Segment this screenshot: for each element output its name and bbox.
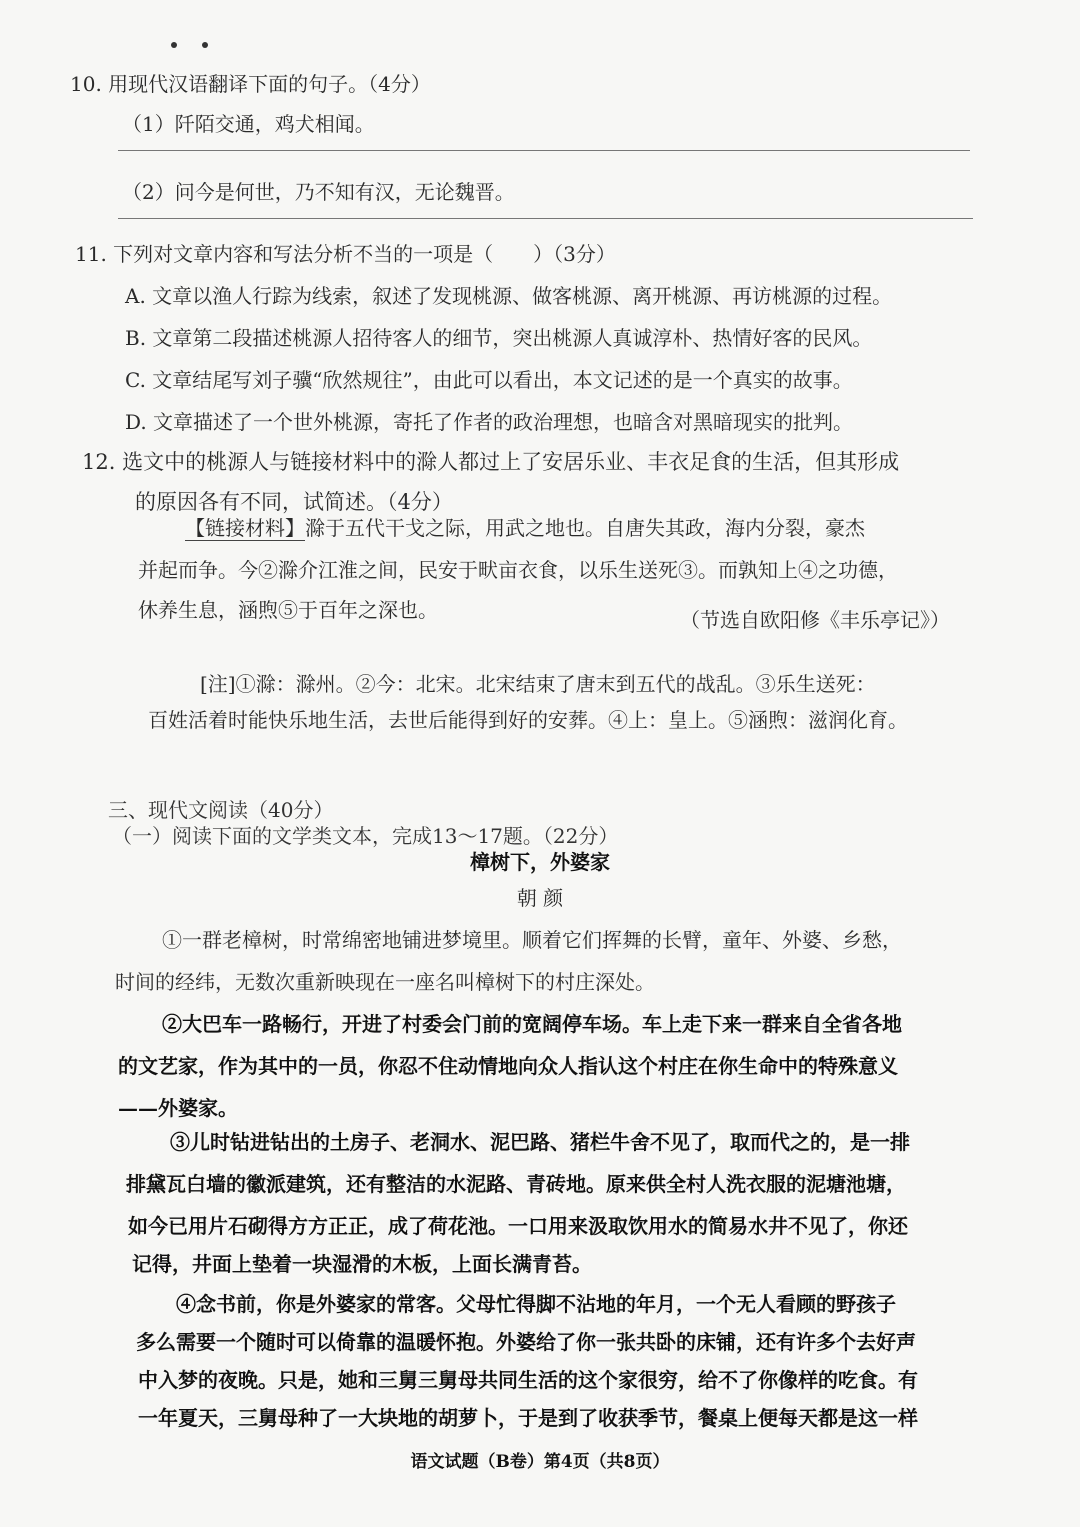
paragraph-2-line-1: ②大巴车一路畅行，开进了村委会门前的宽阔停车场。车上走下来一群来自全省各地 bbox=[162, 1012, 902, 1036]
paragraph-4-line-4: 一年夏天，三舅母种了一大块地的胡萝卜，于是到了收获季节，餐桌上便每天都是这一样 bbox=[138, 1406, 918, 1430]
paragraph-4-line-3: 中入梦的夜晚。只是，她和三舅三舅母共同生活的这个家很穷，给不了你像样的吃食。有 bbox=[138, 1368, 918, 1392]
article-author: 朝 颜 bbox=[516, 886, 564, 910]
q11-option-d: D. 文章描述了一个世外桃源，寄托了作者的政治理想，也暗含对黑暗现实的批判。 bbox=[125, 410, 854, 434]
q12-line-2: 的原因各有不同，试简述。（4分） bbox=[135, 490, 453, 514]
paragraph-2-line-2: 的文艺家，作为其中的一员，你忍不住动情地向众人指认这个村庄在你生命中的特殊意义 bbox=[118, 1054, 898, 1078]
material-text: 滁于五代干戈之际，用武之地也。自唐失其政，海内分裂，豪杰 bbox=[305, 516, 865, 540]
paragraph-4-line-2: 多么需要一个随时可以倚靠的温暖怀抱。外婆给了你一张共卧的床铺，还有许多个去好声 bbox=[136, 1330, 916, 1354]
q11-option-a: A. 文章以渔人行踪为线索，叙述了发现桃源、做客桃源、离开桃源、再访桃源的过程。 bbox=[125, 284, 893, 308]
paragraph-1-line-1: ①一群老樟树，时常绵密地铺进梦境里。顺着它们挥舞的长臂，童年、外婆、乡愁， bbox=[162, 928, 902, 952]
q10-sentence-2: （2）问今是何世，乃不知有汉，无论魏晋。 bbox=[122, 180, 515, 204]
q12-line-1: 12. 选文中的桃源人与链接材料中的滁人都过上了安居乐业、丰衣足食的生活，但其形成 bbox=[82, 450, 900, 474]
q10-sentence-1: （1）阡陌交通，鸡犬相闻。 bbox=[122, 112, 375, 136]
paragraph-1-line-2: 时间的经纬，无数次重新映现在一座名叫樟树下的村庄深处。 bbox=[115, 970, 655, 994]
paragraph-3-line-3: 如今已用片石砌得方方正正，成了荷花池。一口用来汲取饮用水的简易水井不见了，你还 bbox=[128, 1214, 908, 1238]
paragraph-2-line-3: ——外婆家。 bbox=[118, 1096, 238, 1120]
section-3-subheading: （一）阅读下面的文学类文本，完成13～17题。（22分） bbox=[112, 824, 619, 848]
paragraph-3-line-2: 排黛瓦白墙的徽派建筑，还有整洁的水泥路、青砖地。原来供全村人洗衣服的泥塘池塘， bbox=[126, 1172, 906, 1196]
answer-line bbox=[118, 218, 973, 219]
paragraph-3-line-4: 记得，井面上垫着一块湿滑的木板，上面长满青苔。 bbox=[132, 1252, 592, 1276]
paragraph-4-line-1: ④念书前，你是外婆家的常客。父母忙得脚不沾地的年月，一个无人看顾的野孩子 bbox=[176, 1292, 896, 1316]
page-footer: 语文试题（B卷）第4页（共8页） bbox=[410, 1452, 670, 1472]
emphasis-dot bbox=[202, 42, 208, 48]
answer-line bbox=[118, 150, 970, 151]
emphasis-dot bbox=[171, 42, 177, 48]
paragraph-3-line-1: ③儿时钻进钻出的土房子、老洞水、泥巴路、猪栏牛舍不见了，取而代之的，是一排 bbox=[170, 1130, 910, 1154]
q12-note-2: 百姓活着时能快乐地生活，去世后能得到好的安葬。④上：皇上。⑤涵煦：滋润化育。 bbox=[148, 708, 908, 732]
q11-option-c: C. 文章结尾写刘子骥“欣然规往”，由此可以看出，本文记述的是一个真实的故事。 bbox=[125, 368, 853, 392]
q12-source: （节选自欧阳修《丰乐亭记》） bbox=[680, 608, 950, 632]
q11-title: 11. 下列对文章内容和写法分析不当的一项是（ ）（3分） bbox=[75, 242, 616, 266]
section-3-heading: 三、现代文阅读（40分） bbox=[108, 798, 334, 822]
q12-material-line-2: 并起而争。今②滁介江淮之间，民安于畎亩衣食，以乐生送死③。而孰知上④之功德， bbox=[138, 558, 898, 582]
q12-note-1: [注]①滁：滁州。②今：北宋。北宋结束了唐末到五代的战乱。③乐生送死： bbox=[200, 672, 876, 696]
q12-material-line-1 bbox=[185, 514, 865, 542]
q12-material-line-3: 休养生息，涵煦⑤于百年之深也。 bbox=[138, 598, 438, 622]
q11-option-b: B. 文章第二段描述桃源人招待客人的细节，突出桃源人真诚淳朴、热情好客的民风。 bbox=[125, 326, 873, 350]
q10-title: 10. 用现代汉语翻译下面的句子。（4分） bbox=[70, 72, 431, 96]
material-label: 【链接材料】 bbox=[185, 516, 305, 540]
article-title: 樟树下，外婆家 bbox=[470, 850, 610, 874]
